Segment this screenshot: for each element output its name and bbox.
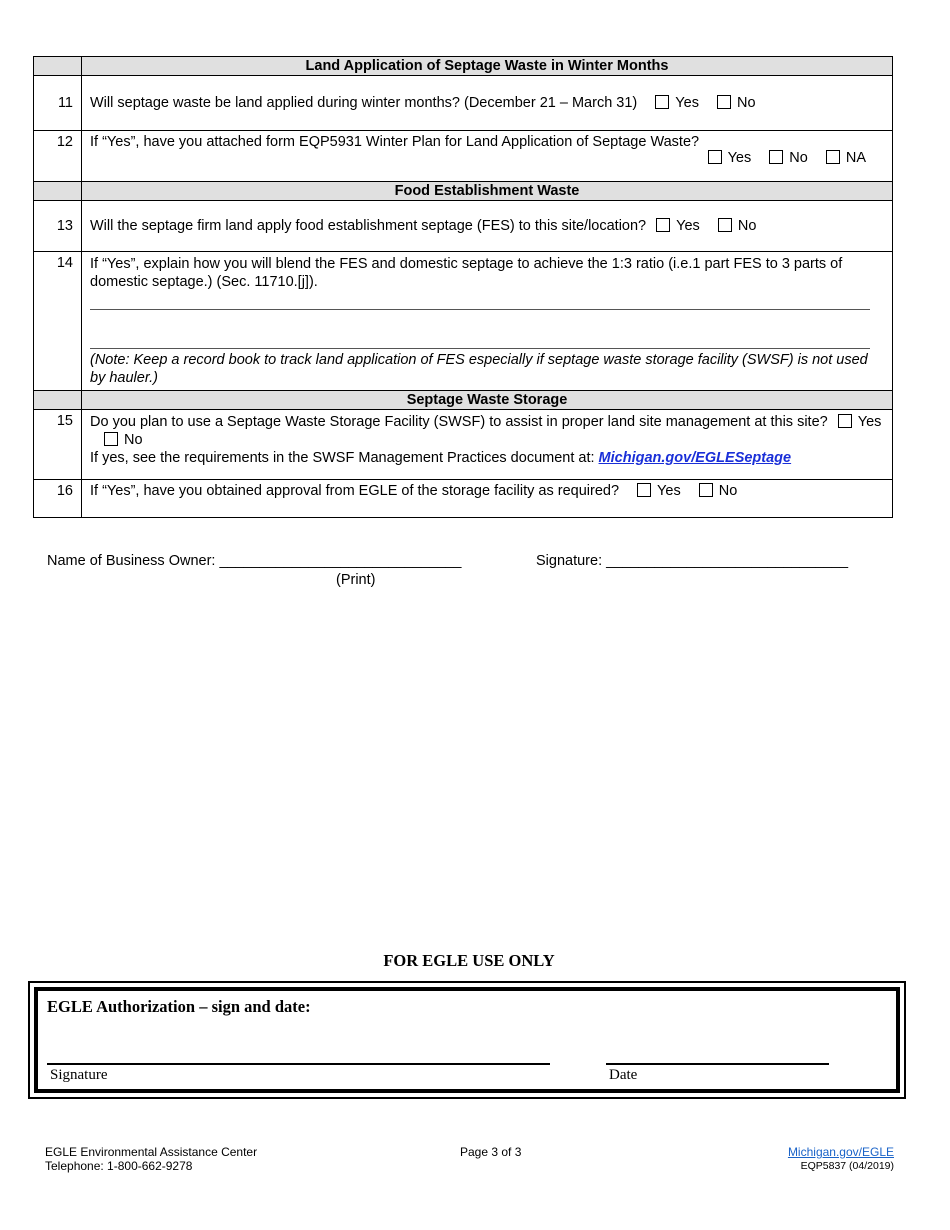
date-label: Date: [609, 1067, 638, 1083]
business-owner-field[interactable]: Name of Business Owner: ______________________________: [47, 553, 462, 569]
checkbox[interactable]: [769, 150, 783, 164]
question-row-12: [34, 131, 893, 182]
date-line[interactable]: [606, 1063, 829, 1065]
question-number: 15: [34, 410, 82, 480]
checkbox[interactable]: [655, 95, 669, 109]
question-row-14: [34, 252, 893, 391]
no-option[interactable]: No: [718, 218, 757, 234]
question-row-11: [34, 76, 893, 131]
section-header-food: [34, 182, 893, 201]
no-option[interactable]: No: [104, 432, 143, 448]
question-text: Do you plan to use a Septage Waste Storage Facility (SWSF) to assist in proper land site management at this site?: [90, 414, 828, 430]
form-code: EQP5837 (04/2019): [800, 1160, 894, 1172]
checkbox[interactable]: [718, 218, 732, 232]
checkbox[interactable]: [104, 432, 118, 446]
page-number: Page 3 of 3: [460, 1145, 522, 1159]
telephone: Telephone: 1-800-662-9278: [45, 1159, 193, 1173]
yes-option[interactable]: Yes: [838, 414, 882, 430]
question-number: 13: [34, 201, 82, 252]
question-number: 16: [34, 480, 82, 518]
answer-line[interactable]: [90, 330, 870, 349]
checkbox[interactable]: [708, 150, 722, 164]
checkbox[interactable]: [656, 218, 670, 232]
question-row-15: [34, 410, 893, 480]
section-title: Septage Waste Storage: [82, 391, 893, 410]
no-option[interactable]: No: [699, 483, 738, 499]
note-text: (Note: Keep a record book to track land application of FES especially if septage waste storage facility (SWSF) is not used by hauler.): [90, 352, 868, 386]
egle-authorization-box: [28, 981, 906, 1099]
checkbox[interactable]: [699, 483, 713, 497]
question-text: If “Yes”, explain how you will blend the FES and domestic septage to achieve the 1:3 ratio (i.e.1 part FES to 3 parts of domestic septage.) (Sec. 11710.[j]).: [90, 256, 843, 290]
yes-option[interactable]: Yes: [655, 95, 699, 111]
checkbox[interactable]: [637, 483, 651, 497]
signature-label: Signature: [50, 1067, 108, 1083]
footer-right: [788, 1145, 894, 1173]
owner-signature-field[interactable]: Signature: ______________________________: [536, 553, 849, 569]
footer-contact: [45, 1145, 257, 1173]
authorization-title: EGLE Authorization – sign and date:: [47, 997, 311, 1016]
question-row-16: [34, 480, 893, 518]
section-header-storage: [34, 391, 893, 410]
yes-option[interactable]: Yes: [637, 483, 681, 499]
swsf-link[interactable]: Michigan.gov/EGLESeptage: [598, 450, 792, 466]
checkbox[interactable]: [826, 150, 840, 164]
egle-use-heading: FOR EGLE USE ONLY: [383, 951, 555, 970]
section-header-winter: [34, 57, 893, 76]
question-number: 14: [34, 252, 82, 391]
na-option[interactable]: NA: [826, 150, 866, 166]
no-option[interactable]: No: [717, 95, 756, 111]
question-text: If “Yes”, have you attached form EQP5931 Winter Plan for Land Application of Septage Waste?: [90, 134, 700, 150]
center-name: EGLE Environmental Assistance Center: [45, 1145, 258, 1159]
question-text: If “Yes”, have you obtained approval from EGLE of the storage facility as required?: [90, 483, 620, 499]
question-number: 11: [34, 76, 82, 131]
question-text: Will septage waste be land applied during winter months? (December 21 – March 31): [90, 95, 638, 111]
signature-line[interactable]: [47, 1063, 550, 1065]
yes-option[interactable]: Yes: [708, 150, 752, 166]
question-text: Will the septage firm land apply food establishment septage (FES) to this site/location?: [90, 218, 647, 234]
question-row-13: [34, 201, 893, 252]
checkbox[interactable]: [717, 95, 731, 109]
checkbox[interactable]: [838, 414, 852, 428]
egle-link[interactable]: Michigan.gov/EGLE: [787, 1145, 894, 1159]
yes-option[interactable]: Yes: [656, 218, 700, 234]
questions-table: [33, 56, 893, 518]
print-label: (Print): [336, 572, 376, 588]
answer-line[interactable]: [90, 291, 870, 310]
requirements-text: If yes, see the requirements in the SWSF Management Practices document at:: [90, 450, 595, 466]
question-number: 12: [34, 131, 82, 182]
no-option[interactable]: No: [769, 150, 808, 166]
section-title: Land Application of Septage Waste in Winter Months: [82, 57, 893, 76]
section-title: Food Establishment Waste: [82, 182, 893, 201]
